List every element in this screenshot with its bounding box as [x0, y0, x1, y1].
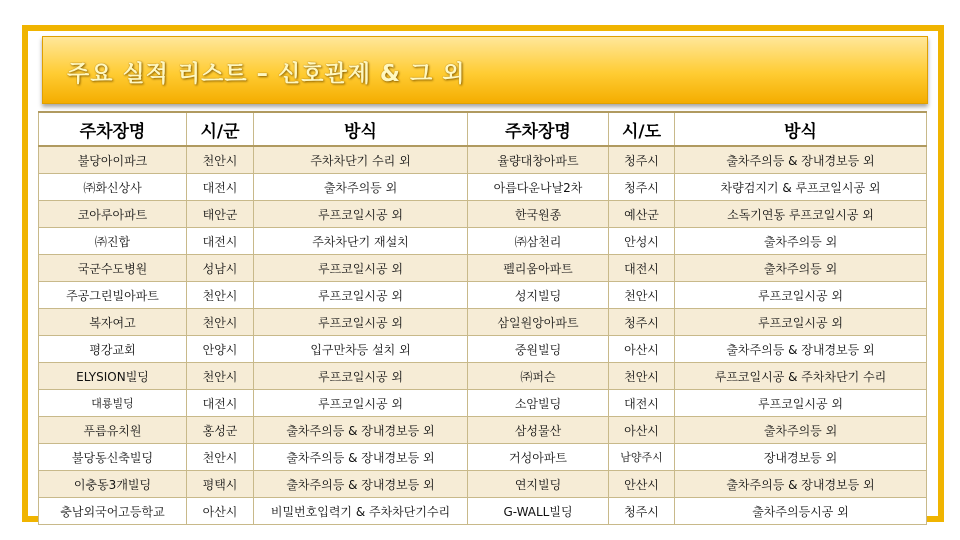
- cell-city: 태안군: [187, 201, 254, 228]
- cell-method-2: 출차주의등 외: [675, 255, 927, 282]
- cell-parking-name: 코아루아파트: [39, 201, 187, 228]
- cell-province: 청주시: [609, 498, 675, 525]
- cell-city: 아산시: [187, 498, 254, 525]
- cell-city: 천안시: [187, 444, 254, 471]
- table-row: [39, 390, 927, 417]
- cell-parking-name: 푸름유치원: [39, 417, 187, 444]
- header-parking-name: 주차장명: [39, 112, 187, 146]
- cell-parking-name-2: 성지빌딩: [468, 282, 609, 309]
- cell-method: 출차주의등 & 장내경보등 외: [254, 471, 468, 498]
- cell-province: 대전시: [609, 390, 675, 417]
- header-parking-name-2: 주차장명: [468, 112, 609, 146]
- cell-parking-name-2: 율량대창아파트: [468, 146, 609, 174]
- cell-city: 평택시: [187, 471, 254, 498]
- cell-province: 청주시: [609, 174, 675, 201]
- cell-city: 대전시: [187, 228, 254, 255]
- table-row: [39, 309, 927, 336]
- cell-parking-name-2: 소암빌딩: [468, 390, 609, 417]
- results-table: [38, 111, 927, 525]
- page-title: 주요 실적 리스트 – 신호관제 & 그 외: [67, 61, 466, 87]
- cell-method-2: 루프코일시공 & 주차차단기 수리: [675, 363, 927, 390]
- cell-parking-name: 이충동3개빌딩: [39, 471, 187, 498]
- cell-parking-name-2: ㈜삼천리: [468, 228, 609, 255]
- cell-method-2: 루프코일시공 외: [675, 390, 927, 417]
- cell-parking-name: ELYSION빌딩: [39, 363, 187, 390]
- cell-province: 청주시: [609, 309, 675, 336]
- cell-city: 천안시: [187, 146, 254, 174]
- cell-parking-name: 평강교회: [39, 336, 187, 363]
- table-row: [39, 417, 927, 444]
- cell-method: 주차차단기 수리 외: [254, 146, 468, 174]
- cell-parking-name-2: 아름다운나날2차: [468, 174, 609, 201]
- cell-method-2: 출차주의등 & 장내경보등 외: [675, 336, 927, 363]
- cell-province: 안성시: [609, 228, 675, 255]
- cell-method-2: 출차주의등 외: [675, 417, 927, 444]
- table-row: [39, 282, 927, 309]
- cell-parking-name: 불당동신축빌딩: [39, 444, 187, 471]
- cell-province: 남양주시: [609, 444, 675, 471]
- cell-method-2: 차량검지기 & 루프코일시공 외: [675, 174, 927, 201]
- cell-method: 루프코일시공 외: [254, 201, 468, 228]
- cell-parking-name: ㈜화신상사: [39, 174, 187, 201]
- table-row: [39, 228, 927, 255]
- cell-method-2: 장내경보등 외: [675, 444, 927, 471]
- cell-parking-name-2: 삼성물산: [468, 417, 609, 444]
- cell-parking-name: 주공그린빌아파트: [39, 282, 187, 309]
- cell-method: 루프코일시공 외: [254, 282, 468, 309]
- table-row: [39, 336, 927, 363]
- cell-method-2: 루프코일시공 외: [675, 309, 927, 336]
- cell-province: 안산시: [609, 471, 675, 498]
- cell-method-2: 루프코일시공 외: [675, 282, 927, 309]
- table-row: [39, 444, 927, 471]
- cell-method: 출차주의등 외: [254, 174, 468, 201]
- cell-parking-name-2: 거성아파트: [468, 444, 609, 471]
- cell-city: 안양시: [187, 336, 254, 363]
- cell-city: 대전시: [187, 390, 254, 417]
- table-row: [39, 363, 927, 390]
- cell-province: 아산시: [609, 336, 675, 363]
- cell-city: 홍성군: [187, 417, 254, 444]
- cell-parking-name: 복자여고: [39, 309, 187, 336]
- table-row: [39, 498, 927, 525]
- table-row: [39, 146, 927, 174]
- cell-method: 출차주의등 & 장내경보등 외: [254, 444, 468, 471]
- cell-province: 아산시: [609, 417, 675, 444]
- table-row: [39, 255, 927, 282]
- cell-parking-name-2: 연지빌딩: [468, 471, 609, 498]
- header-method-2: 방식: [675, 112, 927, 146]
- cell-parking-name: 국군수도병원: [39, 255, 187, 282]
- cell-method: 입구만차등 설치 외: [254, 336, 468, 363]
- cell-method-2: 소독기연동 루프코일시공 외: [675, 201, 927, 228]
- cell-method: 루프코일시공 외: [254, 255, 468, 282]
- cell-parking-name: 충남외국어고등학교: [39, 498, 187, 525]
- cell-method: 루프코일시공 외: [254, 363, 468, 390]
- cell-province: 천안시: [609, 282, 675, 309]
- cell-parking-name-2: 펠리움아파트: [468, 255, 609, 282]
- cell-city: 천안시: [187, 309, 254, 336]
- cell-parking-name-2: ㈜퍼슨: [468, 363, 609, 390]
- title-banner: [42, 36, 928, 104]
- header-city: 시/군: [187, 112, 254, 146]
- cell-parking-name: ㈜진합: [39, 228, 187, 255]
- cell-city: 천안시: [187, 282, 254, 309]
- header-row: [39, 112, 927, 146]
- cell-province: 대전시: [609, 255, 675, 282]
- cell-method-2: 출차주의등시공 외: [675, 498, 927, 525]
- header-method: 방식: [254, 112, 468, 146]
- cell-province: 천안시: [609, 363, 675, 390]
- cell-parking-name: 대룡빌딩: [39, 390, 187, 417]
- cell-method-2: 출차주의등 & 장내경보등 외: [675, 471, 927, 498]
- cell-method: 출차주의등 & 장내경보등 외: [254, 417, 468, 444]
- cell-city: 성남시: [187, 255, 254, 282]
- table-row: [39, 201, 927, 228]
- table-body: [39, 146, 927, 525]
- header-province: 시/도: [609, 112, 675, 146]
- cell-parking-name-2: 삼일원앙아파트: [468, 309, 609, 336]
- slide-frame: [22, 25, 944, 522]
- cell-parking-name-2: 중원빌딩: [468, 336, 609, 363]
- cell-parking-name: 불당아이파크: [39, 146, 187, 174]
- table-row: [39, 471, 927, 498]
- cell-method: 루프코일시공 외: [254, 309, 468, 336]
- cell-city: 천안시: [187, 363, 254, 390]
- cell-method-2: 출차주의등 & 장내경보등 외: [675, 146, 927, 174]
- cell-province: 예산군: [609, 201, 675, 228]
- cell-province: 청주시: [609, 146, 675, 174]
- cell-parking-name-2: G-WALL빌딩: [468, 498, 609, 525]
- table-row: [39, 174, 927, 201]
- cell-method: 비밀번호입력기 & 주차차단기수리: [254, 498, 468, 525]
- cell-method: 주차차단기 재설치: [254, 228, 468, 255]
- cell-city: 대전시: [187, 174, 254, 201]
- cell-method: 루프코일시공 외: [254, 390, 468, 417]
- cell-parking-name-2: 한국원종: [468, 201, 609, 228]
- cell-method-2: 출차주의등 외: [675, 228, 927, 255]
